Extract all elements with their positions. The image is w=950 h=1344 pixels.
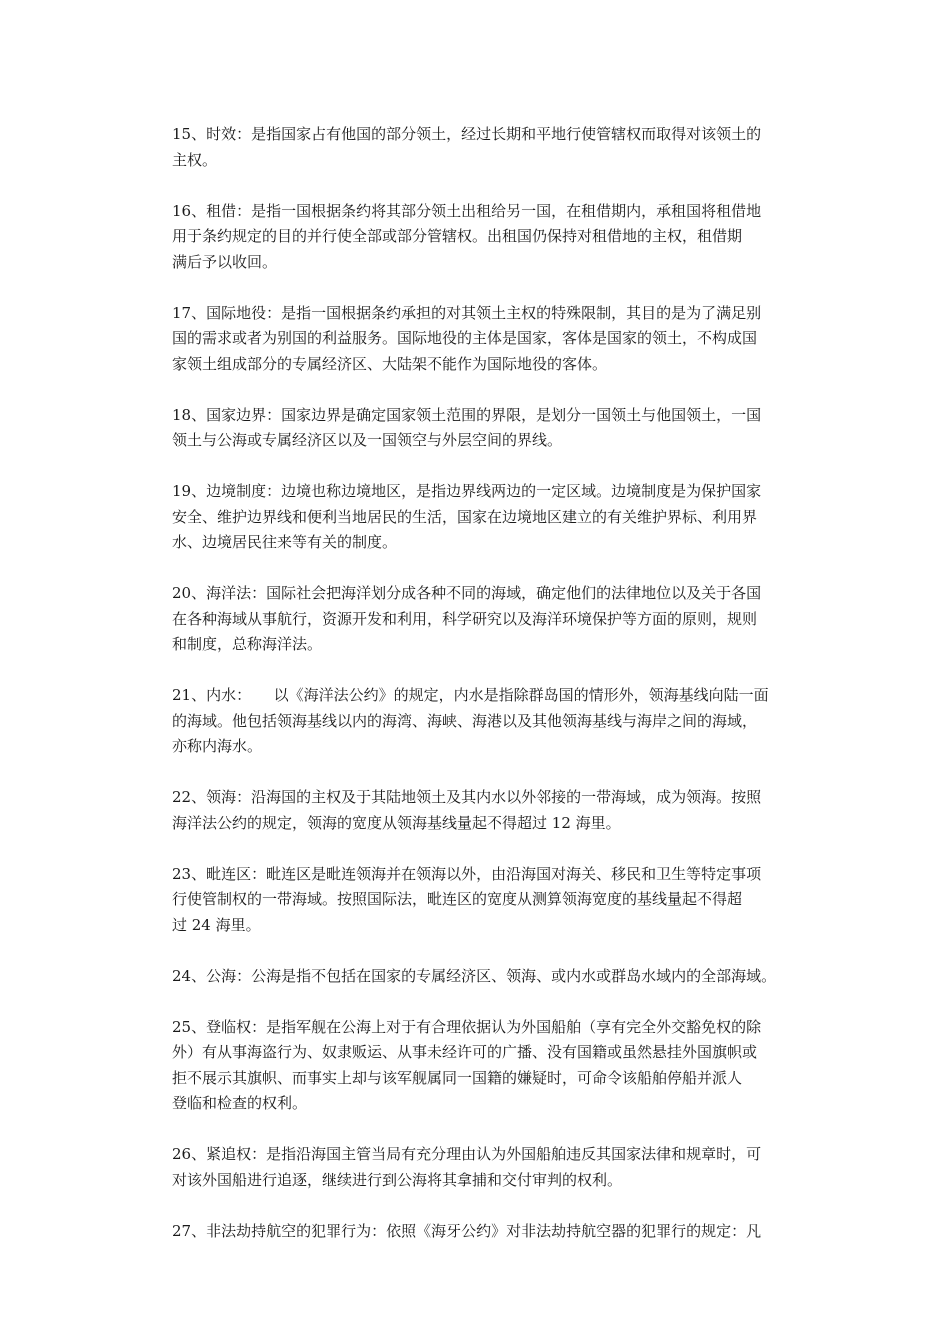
text-line: 对该外国船进行追逐，继续进行到公海将其拿捕和交付审判的权利。 <box>172 1170 623 1189</box>
text-line: 在各种海域从事航行，资源开发和利用，科学研究以及海洋环境保护等方面的原则，规则 <box>172 609 758 628</box>
text-line: 登临和检查的权利。 <box>172 1094 308 1112</box>
paragraph-22 <box>172 785 812 836</box>
text-line: 国的需求或者为别国的利益服务。国际地役的主体是国家，客体是国家的领土，不构成国 <box>172 329 758 347</box>
text-line: 和制度，总称海洋法。 <box>172 635 323 653</box>
text-line: 16、租借：是指一国根据条约将其部分领土出租给另一国，在租借期内，承租国将租借地 <box>172 201 762 220</box>
paragraph-19 <box>172 479 812 556</box>
text-line: 拒不展示其旗帜、而事实上却与该军舰属同一国籍的嫌疑时，可命令该船舶停船并派人 <box>172 1068 743 1087</box>
text-line: 家领土组成部分的专属经济区、大陆架不能作为国际地役的客体。 <box>172 354 608 373</box>
paragraph-24 <box>172 964 812 990</box>
paragraph-21 <box>172 683 812 760</box>
text-line: 外）有从事海盗行为、奴隶贩运、从事未经许可的广播、没有国籍或虽然悬挂外国旗帜或 <box>172 1043 758 1061</box>
text-line: 行使管制权的一带海域。按照国际法，毗连区的宽度从测算领海宽度的基线量起不得超 <box>172 890 743 908</box>
text-line: 25、登临权：是指军舰在公海上对于有合理依据认为外国船舶（享有完全外交豁免权的除 <box>172 1017 762 1036</box>
paragraph-16 <box>172 199 812 276</box>
document-page <box>172 122 812 1270</box>
text-line: 15、时效：是指国家占有他国的部分领土，经过长期和平地行使管辖权而取得对该领土的 <box>172 125 762 143</box>
text-line: 27、非法劫持航空的犯罪行为：依照《海牙公约》对非法劫持航空器的犯罪行的规定：凡 <box>172 1221 762 1240</box>
text-line: 19、边境制度：边境也称边境地区，是指边界线两边的一定区域。边境制度是为保护国家 <box>172 482 762 500</box>
paragraph-17 <box>172 301 812 378</box>
paragraph-20 <box>172 581 812 658</box>
text-line: 21、内水： 以《海洋法公约》的规定，内水是指除群岛国的情形外，领海基线向陆一面 <box>172 686 769 704</box>
text-line: 亦称内海水。 <box>172 737 263 755</box>
text-line: 过 24 海里。 <box>172 915 261 934</box>
paragraph-15 <box>172 122 812 173</box>
text-line: 23、毗连区：毗连区是毗连领海并在领海以外，由沿海国对海关、移民和卫生等特定事项 <box>172 864 762 883</box>
text-line: 24、公海：公海是指不包括在国家的专属经济区、领海、或内水或群岛水域内的全部海域。 <box>172 966 777 985</box>
text-line: 领土与公海或专属经济区以及一国领空与外层空间的界线。 <box>172 431 563 449</box>
text-line: 用于条约规定的目的并行使全部或部分管辖权。出租国仍保持对租借地的主权，租借期 <box>172 227 743 245</box>
text-line: 18、国家边界：国家边界是确定国家领土范围的界限，是划分一国领土与他国领土，一国 <box>172 405 762 424</box>
text-line: 20、海洋法：国际社会把海洋划分成各种不同的海域，确定他们的法律地位以及关于各国 <box>172 584 762 602</box>
text-line: 17、国际地役：是指一国根据条约承担的对其领土主权的特殊限制，其目的是为了满足别 <box>172 303 762 322</box>
paragraph-18 <box>172 403 812 454</box>
text-line: 的海域。他包括领海基线以内的海湾、海峡、海港以及其他领海基线与海岸之间的海域， <box>172 711 758 730</box>
text-line: 水、边境居民往来等有关的制度。 <box>172 533 398 551</box>
text-line: 22、领海：沿海国的主权及于其陆地领土及其内水以外邻接的一带海域，成为领海。按照 <box>172 788 762 806</box>
text-line: 海洋法公约的规定，领海的宽度从领海基线量起不得超过 12 海里。 <box>172 813 621 832</box>
paragraph-23 <box>172 862 812 939</box>
paragraph-26 <box>172 1142 812 1193</box>
text-line: 满后予以收回。 <box>172 252 278 271</box>
text-line: 26、紧追权：是指沿海国主管当局有充分理由认为外国船舶违反其国家法律和规章时，可 <box>172 1145 762 1163</box>
text-line: 安全、维护边界线和便利当地居民的生活，国家在边境地区建立的有关维护界标、利用界 <box>172 507 758 526</box>
text-line: 主权。 <box>172 150 218 169</box>
paragraph-27 <box>172 1219 812 1245</box>
paragraph-25 <box>172 1015 812 1117</box>
